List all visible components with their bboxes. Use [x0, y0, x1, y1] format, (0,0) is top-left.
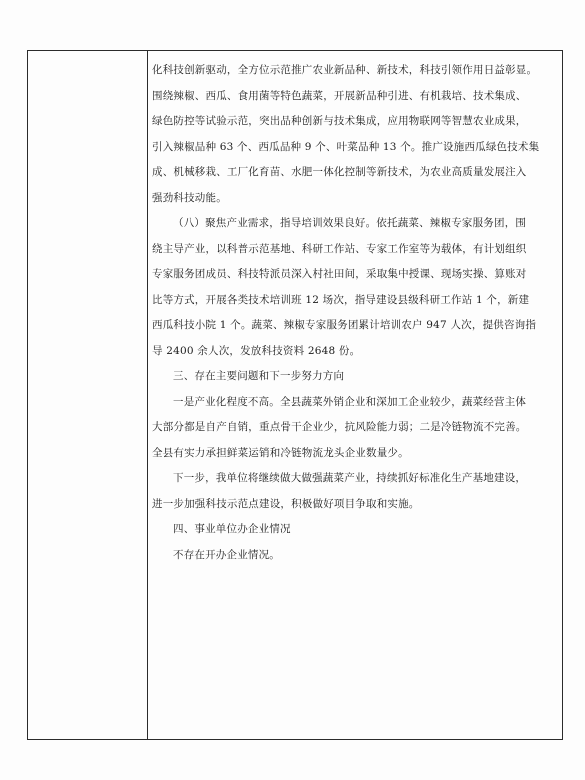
text-line: 一是产业化程度不高。全县蔬菜外销企业和深加工企业较少，蔬菜经营主体	[173, 395, 527, 408]
text-line: 围绕辣椒、西瓜、食用菌等特色蔬菜，开展新品种引进、有机栽培、技术集成、	[152, 89, 527, 102]
text-line: 进一步加强科技示范点建设，积极做好项目争取和实施。	[152, 497, 420, 510]
paragraph-no-enterprises: 不存在开办企业情况。	[173, 548, 280, 561]
text-line: 比等方式，开展各类技术培训班 12 场次，指导建设县级科研工作站 1 个，新建	[152, 293, 530, 306]
text-line: 西瓜科技小院 1 个。蔬菜、辣椒专家服务团累计培训农户 947 人次，提供咨询指	[152, 319, 537, 331]
paragraph-next-steps	[152, 466, 558, 517]
text-line: 导 2400 余人次，发放科技资料 2648 份。	[152, 344, 361, 357]
paragraph-training	[152, 211, 558, 364]
paragraph-problems	[152, 390, 558, 467]
text-line: 专家服务团成员、科技特派员深入村社田间，采取集中授课、现场实操、算账对	[152, 268, 527, 280]
form-label-column	[28, 51, 148, 739]
text-line: 化科技创新驱动，全方位示范推广农业新品种、新技术，科技引领作用日益彰显。	[152, 64, 538, 76]
text-line: 大部分都是自产自销，重点骨干企业少，抗风险能力弱；二是冷链物流不完善。	[152, 421, 527, 433]
report-content	[152, 58, 558, 568]
text-line: 引入辣椒品种 63 个、西瓜品种 9 个、叶菜品种 13 个。推广设施西瓜绿色技术集	[152, 140, 540, 153]
report-form-frame	[27, 50, 563, 740]
text-line: 绿色防控等试验示范，突出品种创新与技术集成，应用物联网等智慧农业成果，	[152, 115, 527, 127]
section-heading-enterprises: 四、事业单位办企业情况	[173, 523, 291, 535]
text-line: 成、机械移栽、工厂化育苗、水肥一体化控制等新技术，为农业高质量发展注入	[152, 166, 527, 178]
text-line: 全县有实力承担鲜菜运销和冷链物流龙头企业数量少。	[152, 446, 409, 459]
text-line: （八）聚焦产业需求，指导培训效果良好。依托蔬菜、辣椒专家服务团，围	[173, 217, 527, 229]
text-line: 下一步，我单位将继续做大做强蔬菜产业，持续抓好标准化生产基地建设，	[173, 472, 527, 484]
section-heading-problems: 三、存在主要问题和下一步努力方向	[173, 370, 345, 382]
paragraph-tech-innovation	[152, 58, 558, 211]
text-line: 绕主导产业，以科普示范基地、科研工作站、专家工作室等为载体，有计划组织	[152, 242, 527, 255]
text-line: 强劲科技动能。	[152, 191, 227, 204]
